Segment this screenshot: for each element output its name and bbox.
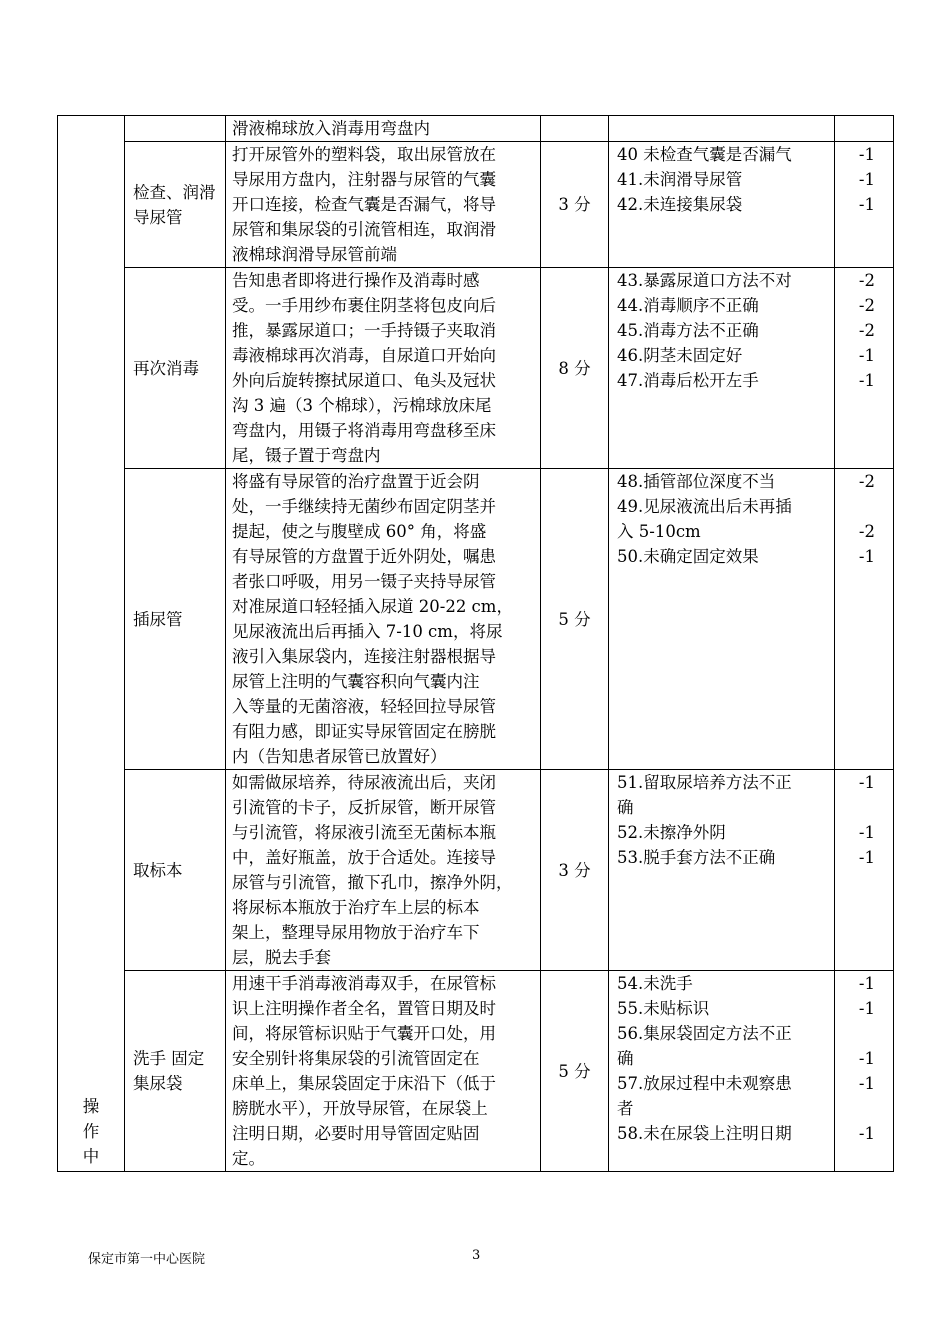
step-content — [226, 116, 541, 142]
step-content — [226, 142, 541, 268]
content-line: 注明日期，必要时用导管固定贴固 — [232, 1124, 480, 1143]
deduction-point: -1 — [858, 848, 875, 867]
deduction-item: 57.放尿过程中未观察患 — [617, 1074, 792, 1093]
deduction-item: 56.集尿袋固定方法不正 — [617, 1024, 792, 1043]
content-line: 引流管的卡子，反折尿管，断开尿管 — [232, 798, 496, 817]
table-row — [58, 469, 894, 770]
content-line: 处，一手继续持无菌纱布固定阴茎并 — [232, 497, 496, 516]
content-line: 受。一手用纱布裹住阴茎将包皮向后 — [232, 296, 496, 315]
content-line: 内（告知患者尿管已放置好） — [232, 747, 447, 766]
deduction-item: 确 — [617, 798, 634, 817]
deduction-items — [609, 268, 835, 469]
deduction-point: -2 — [858, 321, 875, 340]
deduction-item: 52.未擦净外阴 — [617, 823, 726, 842]
deduction-point: -1 — [858, 1074, 875, 1093]
content-line: 中，盖好瓶盖，放于合适处。连接导 — [232, 848, 496, 867]
deduction-point: -1 — [858, 999, 875, 1018]
deduction-items — [609, 142, 835, 268]
deduction-point: -1 — [858, 773, 875, 792]
content-line: 床单上，集尿袋固定于床沿下（低于 — [232, 1074, 496, 1093]
table-row — [58, 268, 894, 469]
content-line: 用速干手消毒液消毒双手，在尿管标 — [232, 974, 496, 993]
deduction-points — [835, 770, 894, 971]
deduction-point — [839, 116, 875, 141]
step-name: 取标本 — [125, 770, 226, 971]
content-line: 有导尿管的方盘置于近外阴处，嘱患 — [232, 547, 496, 566]
step-name: 洗手 固定集尿袋 — [125, 971, 226, 1172]
phase-label-char: 中 — [82, 1147, 100, 1166]
deduction-item: 41.未润滑导尿管 — [617, 170, 743, 189]
content-line: 入等量的无菌溶液，轻轻回拉导尿管 — [232, 697, 496, 716]
deduction-item: 54.未洗手 — [617, 974, 693, 993]
step-content — [226, 268, 541, 469]
deduction-item: 48.插管部位深度不当 — [617, 472, 776, 491]
deduction-point — [839, 1021, 875, 1046]
content-line: 与引流管，将尿液引流至无菌标本瓶 — [232, 823, 496, 842]
deduction-point — [839, 795, 875, 820]
content-line: 安全别针将集尿袋的引流管固定在 — [232, 1049, 480, 1068]
step-name: 再次消毒 — [125, 268, 226, 469]
step-content — [226, 971, 541, 1172]
step-name: 插尿管 — [125, 469, 226, 770]
phase-label — [58, 116, 125, 1172]
content-line: 如需做尿培养，待尿液流出后，夹闭 — [232, 773, 496, 792]
deduction-point: -2 — [858, 296, 875, 315]
deduction-items — [609, 770, 835, 971]
scoring-table — [57, 115, 894, 1172]
deduction-point: -1 — [858, 145, 875, 164]
phase-label-char: 操 — [82, 1097, 100, 1116]
step-content — [226, 469, 541, 770]
deduction-point: -1 — [858, 1124, 875, 1143]
step-score: 3 分 — [541, 142, 609, 268]
deduction-item: 58.未在尿袋上注明日期 — [617, 1124, 792, 1143]
step-name: 检查、润滑导尿管 — [125, 142, 226, 268]
deduction-item: 入 5-10cm — [617, 522, 701, 541]
step-score: 8 分 — [541, 268, 609, 469]
deduction-item: 55.未贴标识 — [617, 999, 710, 1018]
footer-page-number: 3 — [472, 1248, 481, 1263]
content-line: 液棉球润滑导尿管前端 — [232, 245, 397, 264]
content-line: 者张口呼吸，用另一镊子夹持导尿管 — [232, 572, 496, 591]
content-line: 尾，镊子置于弯盘内 — [232, 446, 381, 465]
content-line: 毒液棉球再次消毒，自尿道口开始向 — [232, 346, 496, 365]
table-row — [58, 142, 894, 268]
content-line: 对准尿道口轻轻插入尿道 20-22 cm， — [232, 597, 513, 616]
deduction-item: 43.暴露尿道口方法不对 — [617, 271, 792, 290]
content-line: 膀胱水平），开放导尿管，在尿袋上 — [232, 1099, 488, 1118]
content-line: 导尿用方盘内，注射器与尿管的气囊 — [232, 170, 496, 189]
content-line: 滑液棉球放入消毒用弯盘内 — [232, 119, 430, 138]
deduction-point: -1 — [858, 195, 875, 214]
deduction-point: -1 — [858, 974, 875, 993]
deduction-item: 者 — [617, 1099, 634, 1118]
deduction-points — [835, 971, 894, 1172]
content-line: 开口连接，检查气囊是否漏气，将导 — [232, 195, 496, 214]
content-line: 层，脱去手套 — [232, 948, 331, 967]
deduction-item: 47.消毒后松开左手 — [617, 371, 759, 390]
content-line: 告知患者即将进行操作及消毒时感 — [232, 271, 480, 290]
deduction-point — [839, 1096, 875, 1121]
phase-label-char: 作 — [82, 1122, 100, 1141]
footer-hospital-name: 保定市第一中心医院 — [88, 1252, 206, 1267]
step-score: 5 分 — [541, 971, 609, 1172]
step-name — [125, 116, 226, 142]
content-line: 推，暴露尿道口；一手持镊子夹取消 — [232, 321, 496, 340]
content-line: 尿管与引流管，撤下孔巾，擦净外阴， — [232, 873, 513, 892]
deduction-point — [839, 494, 875, 519]
deduction-item: 44.消毒顺序不正确 — [617, 296, 759, 315]
deduction-item: 51.留取尿培养方法不正 — [617, 773, 792, 792]
deduction-items — [609, 971, 835, 1172]
content-line: 将尿标本瓶放于治疗车上层的标本 — [232, 898, 480, 917]
deduction-point: -2 — [858, 472, 875, 491]
content-line: 间，将尿管标识贴于气囊开口处，用 — [232, 1024, 496, 1043]
content-line: 外向后旋转擦拭尿道口、龟头及冠状 — [232, 371, 496, 390]
content-line: 架上，整理导尿用物放于治疗车下 — [232, 923, 480, 942]
content-line: 定。 — [232, 1149, 265, 1168]
deduction-point: -1 — [858, 371, 875, 390]
deduction-item: 49.见尿液流出后未再插 — [617, 497, 792, 516]
table-row — [58, 770, 894, 971]
deduction-point: -2 — [858, 271, 875, 290]
content-line: 有阻力感，即证实导尿管固定在膀胱 — [232, 722, 496, 741]
deduction-points — [835, 116, 894, 142]
deduction-item: 确 — [617, 1049, 634, 1068]
content-line: 识上注明操作者全名，置管日期及时 — [232, 999, 496, 1018]
content-line: 弯盘内，用镊子将消毒用弯盘移至床 — [232, 421, 496, 440]
deduction-points — [835, 142, 894, 268]
deduction-points — [835, 268, 894, 469]
deduction-point: -1 — [858, 346, 875, 365]
deduction-item: 53.脱手套方法不正确 — [617, 848, 776, 867]
deduction-point: -1 — [858, 547, 875, 566]
deduction-point: -1 — [858, 1049, 875, 1068]
deduction-item: 40 未检查气囊是否漏气 — [617, 145, 792, 164]
step-score — [541, 116, 609, 142]
content-line: 见尿液流出后再插入 7-10 cm，将尿 — [232, 622, 503, 641]
content-line: 尿管和集尿袋的引流管相连，取润滑 — [232, 220, 496, 239]
content-line: 提起，使之与腹壁成 60° 角，将盛 — [232, 522, 487, 541]
deduction-item: 45.消毒方法不正确 — [617, 321, 759, 340]
deduction-point: -2 — [858, 522, 875, 541]
content-line: 尿管上注明的气囊容积向气囊内注 — [232, 672, 480, 691]
deduction-point: -1 — [858, 823, 875, 842]
deduction-item: 46.阴茎未固定好 — [617, 346, 743, 365]
deduction-items — [609, 116, 835, 142]
deduction-items — [609, 469, 835, 770]
table-row — [58, 971, 894, 1172]
content-line: 液引入集尿袋内，连接注射器根据导 — [232, 647, 496, 666]
table-row — [58, 116, 894, 142]
content-line: 沟 3 遍（3 个棉球），污棉球放床尾 — [232, 396, 492, 415]
deduction-point: -1 — [858, 170, 875, 189]
deduction-item: 50.未确定固定效果 — [617, 547, 759, 566]
content-line: 打开尿管外的塑料袋，取出尿管放在 — [232, 145, 496, 164]
step-score: 5 分 — [541, 469, 609, 770]
deduction-points — [835, 469, 894, 770]
deduction-item: 42.未连接集尿袋 — [617, 195, 743, 214]
content-line: 将盛有导尿管的治疗盘置于近会阴 — [232, 472, 480, 491]
step-content — [226, 770, 541, 971]
step-score: 3 分 — [541, 770, 609, 971]
